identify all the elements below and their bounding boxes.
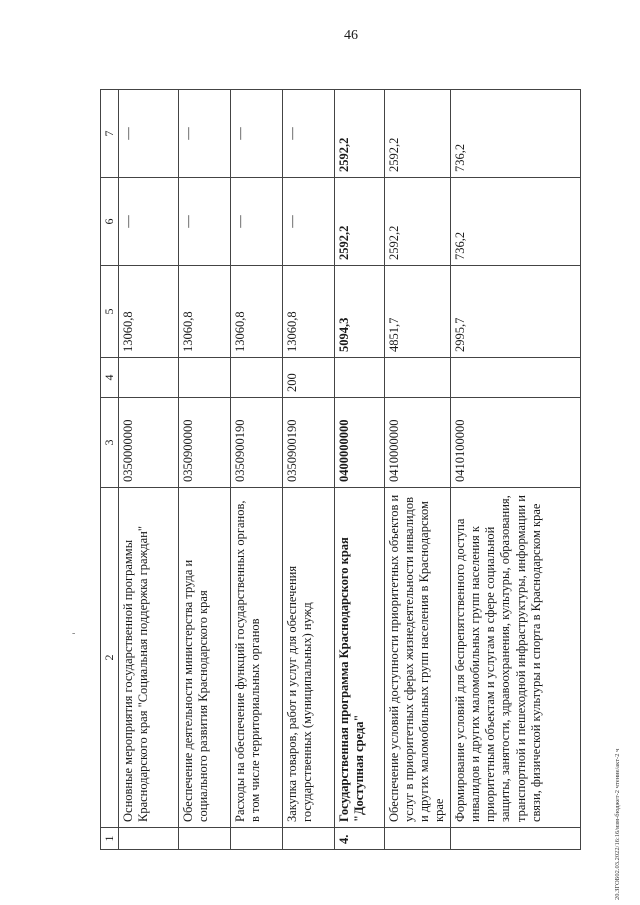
rotated-table-container xyxy=(100,90,620,850)
table-header-row xyxy=(101,90,119,850)
budget-table xyxy=(100,89,581,850)
row-number xyxy=(384,828,450,850)
row-amount-3: — xyxy=(282,90,334,178)
row-amount-2: 2592,2 xyxy=(384,178,450,266)
row-number xyxy=(230,828,282,850)
row-amount-1: 13060,8 xyxy=(230,266,282,358)
row-description: Обеспечение условий доступности приоритетных объектов и услуг в приоритетных сферах жизнедеятельности инвалидов и других маломобильных групп населения в Краснодарском крае xyxy=(384,488,450,828)
row-number xyxy=(450,828,580,850)
table-row xyxy=(384,90,450,850)
row-expense-type xyxy=(178,358,230,398)
row-amount-2: 736,2 xyxy=(450,178,580,266)
row-amount-3: 2592,2 xyxy=(384,90,450,178)
row-expense-type xyxy=(230,358,282,398)
row-amount-1: 5094,3 xyxy=(334,266,384,358)
row-code: 0410000000 xyxy=(384,398,450,488)
row-amount-1: 13060,8 xyxy=(282,266,334,358)
row-code: 0350900190 xyxy=(282,398,334,488)
row-description: Обеспечение деятельности министерства труда и социального развития Краснодарского края xyxy=(178,488,230,828)
row-amount-2: — xyxy=(282,178,334,266)
table-row xyxy=(282,90,334,850)
row-expense-type xyxy=(118,358,178,398)
row-code: 0400000000 xyxy=(334,398,384,488)
row-amount-3: — xyxy=(230,90,282,178)
row-amount-1: 2995,7 xyxy=(450,266,580,358)
row-amount-1: 13060,8 xyxy=(178,266,230,358)
header-cell: 7 xyxy=(101,90,119,178)
stray-mark: - xyxy=(72,628,76,639)
row-code: 0350000000 xyxy=(118,398,178,488)
table-row xyxy=(230,90,282,850)
row-expense-type xyxy=(450,358,580,398)
table-row xyxy=(118,90,178,850)
row-amount-3: 2592,2 xyxy=(334,90,384,178)
row-expense-type xyxy=(384,358,450,398)
row-expense-type xyxy=(334,358,384,398)
footer-code: 20.ЗГОБ02.03.2022/16:16/изм-бюджет-2 чтение/акт-2 ч xyxy=(614,748,621,900)
row-number: 4. xyxy=(334,828,384,850)
row-amount-2: — xyxy=(118,178,178,266)
row-number xyxy=(178,828,230,850)
row-code: 0410100000 xyxy=(450,398,580,488)
row-amount-2: 2592,2 xyxy=(334,178,384,266)
row-amount-2: — xyxy=(230,178,282,266)
row-expense-type: 200 xyxy=(282,358,334,398)
row-description: Государственная программа Краснодарского края "Доступная среда" xyxy=(334,488,384,828)
row-amount-1: 13060,8 xyxy=(118,266,178,358)
row-number xyxy=(118,828,178,850)
table-row xyxy=(450,90,580,850)
table-row xyxy=(178,90,230,850)
row-amount-2: — xyxy=(178,178,230,266)
row-amount-3: 736,2 xyxy=(450,90,580,178)
row-description: Расходы на обеспечение функций государственных органов, в том числе территориальных органов xyxy=(230,488,282,828)
row-code: 0350900190 xyxy=(230,398,282,488)
header-cell: 4 xyxy=(101,358,119,398)
row-code: 0350900000 xyxy=(178,398,230,488)
header-cell: 1 xyxy=(101,828,119,850)
header-cell: 6 xyxy=(101,178,119,266)
table-row xyxy=(334,90,384,850)
page-number: 46 xyxy=(344,28,358,43)
row-amount-3: — xyxy=(118,90,178,178)
header-cell: 2 xyxy=(101,488,119,828)
row-description: Основные мероприятия государственной программы Краснодарского края "Социальная поддержка граждан" xyxy=(118,488,178,828)
row-description: Закупка товаров, работ и услуг для обеспечения государственных (муниципальных) нужд xyxy=(282,488,334,828)
row-number xyxy=(282,828,334,850)
row-description: Формирование условий для беспрепятственного доступа инвалидов и других маломобильных групп населения к приоритетным объектам и услугам в сфере социальной защиты, занятости, здравоохранения, культуры, образования, транспортной и пешеходной инфраструктуры, информации и связи, физической культуры и спорта в Краснодарском крае xyxy=(450,488,580,828)
row-amount-3: — xyxy=(178,90,230,178)
header-cell: 3 xyxy=(101,398,119,488)
row-amount-1: 4851,7 xyxy=(384,266,450,358)
header-cell: 5 xyxy=(101,266,119,358)
